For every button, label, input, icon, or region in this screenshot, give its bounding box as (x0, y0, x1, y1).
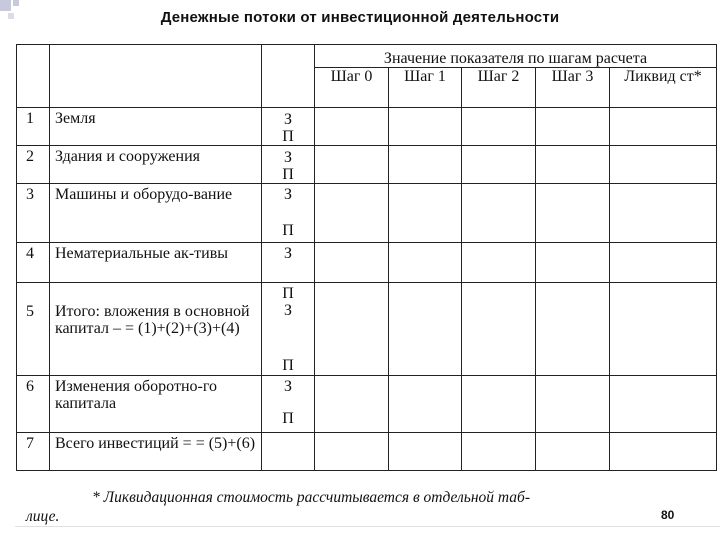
step-header: Шаг 1 (389, 68, 462, 108)
table-cell (536, 146, 610, 184)
footnote (26, 488, 720, 526)
table-cell (389, 184, 462, 243)
row-number: 5 (17, 283, 50, 376)
table-cell (610, 146, 717, 184)
table-cell (536, 108, 610, 146)
table-cell (536, 283, 610, 376)
table-cell (610, 376, 717, 433)
row-codes (262, 376, 315, 433)
table-cell (610, 283, 717, 376)
header-blank (17, 45, 50, 108)
row-number: 2 (17, 146, 50, 184)
row-number: 7 (17, 433, 50, 471)
table-cell (315, 283, 389, 376)
code-p: П (282, 128, 294, 145)
footnote-line-2: лице. (26, 508, 60, 525)
table-cell (462, 243, 536, 283)
row-codes (262, 243, 315, 283)
row-codes (262, 108, 315, 146)
table-cell (462, 433, 536, 471)
table-cell (389, 376, 462, 433)
table-cell (610, 243, 717, 283)
code-z: З (283, 149, 292, 166)
code-z: З (283, 245, 292, 262)
row-codes (262, 146, 315, 184)
table-cell (389, 146, 462, 184)
row-name: Итого: вложения в основной капитал – = (1)+(2)+(3)+(4) (50, 283, 262, 376)
table-cell (610, 184, 717, 243)
code-p: П (282, 410, 294, 427)
table-cell (610, 108, 717, 146)
table-cell (536, 433, 610, 471)
code-z: З (283, 111, 292, 128)
table-cell (315, 243, 389, 283)
code-z: З (283, 378, 292, 395)
header-blank (50, 45, 262, 108)
row-name: Здания и сооружения (50, 146, 262, 184)
table-cell (315, 184, 389, 243)
table-cell (462, 184, 536, 243)
row-name: Нематериальные ак-тивы (50, 243, 262, 283)
row-number: 4 (17, 243, 50, 283)
table-cell (315, 146, 389, 184)
step-header: Шаг 3 (536, 68, 610, 108)
table-cell (536, 243, 610, 283)
table-cell (462, 108, 536, 146)
table-cell (536, 184, 610, 243)
table-cell (315, 376, 389, 433)
row-name: Машины и оборудо-вание (50, 184, 262, 243)
table-cell (315, 108, 389, 146)
row-number: 1 (17, 108, 50, 146)
page-number: 80 (661, 508, 675, 522)
table-cell (462, 146, 536, 184)
table-cell (389, 108, 462, 146)
step-header: Шаг 2 (462, 68, 536, 108)
investment-cashflow-table (16, 44, 717, 471)
step-header-liquidation: Ликвид ст* (610, 68, 717, 108)
code-p: П (282, 222, 294, 239)
code-z: З (283, 302, 292, 319)
row-codes (262, 283, 315, 376)
row-name: Изменения оборотно-го капитала (50, 376, 262, 433)
footnote-line-1: * Ликвидационная стоимость рассчитывается в отдельной таб- (92, 489, 530, 506)
table-cell (389, 243, 462, 283)
row-number: 3 (17, 184, 50, 243)
decor-square (13, 0, 19, 6)
table-cell (462, 283, 536, 376)
step-header: Шаг 0 (315, 68, 389, 108)
table-cell (462, 376, 536, 433)
row-name: Всего инвестиций = = (5)+(6) (50, 433, 262, 471)
code-p: П (282, 285, 294, 302)
row-number: 6 (17, 376, 50, 433)
table-cell (610, 433, 717, 471)
code-p: П (282, 166, 294, 183)
code-p: П (282, 357, 294, 374)
table-cell (315, 433, 389, 471)
code-z: З (283, 186, 292, 203)
page-title: Денежные потоки от инвестиционной деятельности (160, 9, 560, 26)
group-header: Значение показателя по шагам расчета (315, 45, 717, 68)
table-cell (389, 433, 462, 471)
table-cell (389, 283, 462, 376)
row-codes (262, 184, 315, 243)
row-name: Земля (50, 108, 262, 146)
table-cell (536, 376, 610, 433)
slide-bottom-line (15, 526, 720, 527)
header-blank (262, 45, 315, 108)
row-codes (262, 433, 315, 471)
